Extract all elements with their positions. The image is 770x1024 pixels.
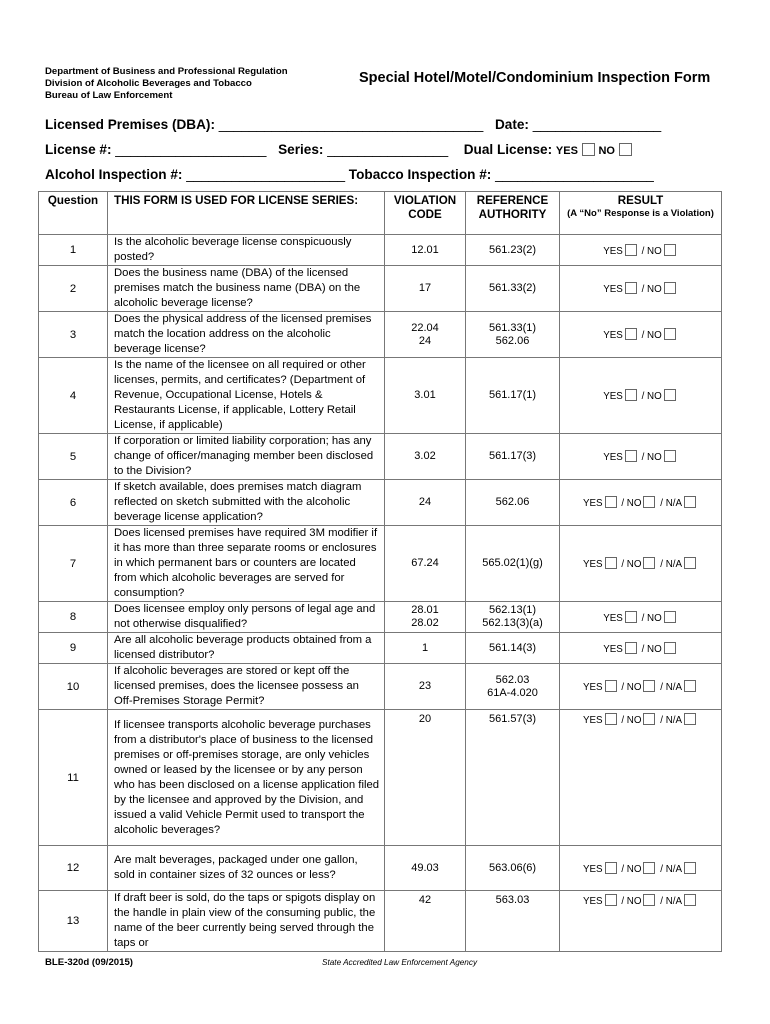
no-label: NO: [647, 330, 662, 341]
no-checkbox[interactable]: [664, 244, 676, 256]
no-label: NO: [626, 896, 642, 907]
question-number: 8: [39, 602, 108, 633]
na-checkbox[interactable]: [684, 894, 696, 906]
inspection-table: [38, 191, 722, 952]
reference-authority: 563.03: [466, 891, 560, 952]
table-row: [39, 235, 722, 266]
agency-line: Department of Business and Professional Regulation: [45, 66, 288, 77]
result-sep: /: [621, 682, 625, 693]
agency-line: Division of Alcoholic Beverages and Tobacco: [45, 78, 252, 89]
violation-code: 3.02: [385, 434, 466, 480]
table-row: [39, 602, 722, 633]
result-cell: [560, 358, 722, 434]
question-text: Is the alcoholic beverage license conspicuously posted?: [108, 235, 385, 266]
dual-yes-checkbox[interactable]: [582, 143, 595, 156]
alcohol-inspection-input[interactable]: _____________________: [186, 167, 346, 182]
table-row: [39, 664, 722, 710]
date-input[interactable]: _________________: [532, 117, 662, 132]
question-number: 6: [39, 480, 108, 526]
reference-authority: 561.17(1): [466, 358, 560, 434]
yes-label: YES: [582, 682, 603, 693]
table-row: [39, 526, 722, 602]
question-text: If corporation or limited liability corporation; has any change of officer/managing member been disclosed to the Division?: [108, 434, 385, 480]
inspection-row: [45, 167, 654, 182]
result-sep: /: [641, 452, 645, 463]
no-checkbox[interactable]: [643, 496, 655, 508]
table-row: [39, 891, 722, 952]
yes-label: YES: [603, 612, 623, 624]
result-header: [560, 192, 722, 235]
yes-checkbox[interactable]: [625, 328, 637, 340]
result-sep: /: [641, 643, 645, 655]
table-row: [39, 358, 722, 434]
violation-code: 1: [385, 633, 466, 664]
result-cell: [560, 664, 722, 710]
dual-license-label: Dual License:: [463, 142, 553, 157]
no-label: NO: [647, 284, 662, 295]
reference-authority: 561.33(1) 562.06: [466, 312, 560, 358]
result-sep: /: [660, 715, 663, 726]
result-sep: /: [660, 682, 663, 693]
no-checkbox[interactable]: [664, 611, 676, 623]
result-sep: /: [621, 559, 625, 570]
question-text: Does the business name (DBA) of the licensed premises match the business name (DBA) on the alcoholic beverage license?: [108, 266, 385, 312]
result-sep: /: [641, 612, 645, 624]
question-text: If sketch available, does premises match diagram reflected on sketch submitted with the alcoholic beverage license application?: [108, 480, 385, 526]
result-sep: /: [621, 863, 625, 875]
agency-note: State Accredited Law Enforcement Agency: [322, 958, 478, 967]
table-row: [39, 266, 722, 312]
question-text: Does the physical address of the licensed premises match the location address on the alcoholic beverage license?: [108, 312, 385, 358]
yes-checkbox[interactable]: [625, 389, 637, 401]
question-text: If draft beer is sold, do the taps or spigots display on the handle in plain view of the consuming public, the name of the beer currently being served through the taps or: [108, 891, 385, 952]
reference-authority: 561.33(2): [466, 266, 560, 312]
yes-checkbox[interactable]: [605, 557, 617, 569]
result-cell: [560, 526, 722, 602]
result-sep: /: [621, 498, 625, 509]
result-sep: /: [660, 896, 663, 907]
yes-label: YES: [582, 863, 603, 875]
result-title: RESULT: [617, 194, 664, 207]
result-sep: /: [660, 863, 663, 875]
violation-code: 28.01 28.02: [385, 602, 466, 633]
no-checkbox[interactable]: [643, 680, 655, 692]
result-cell: [560, 633, 722, 664]
no-label: NO: [647, 245, 662, 257]
table-row: [39, 480, 722, 526]
result-note: (A “No” Response is a Violation): [567, 208, 714, 219]
no-checkbox[interactable]: [664, 450, 676, 462]
violation-code: 24: [385, 480, 466, 526]
tobacco-inspection-input[interactable]: _____________________: [495, 167, 654, 182]
violation-code: 3.01: [385, 358, 466, 434]
no-label: NO: [626, 498, 642, 509]
na-checkbox[interactable]: [684, 862, 696, 874]
series-header: THIS FORM IS USED FOR LICENSE SERIES:: [108, 192, 385, 235]
agency-line: Bureau of Law Enforcement: [45, 90, 173, 101]
question-number: 9: [39, 633, 108, 664]
yes-checkbox[interactable]: [605, 496, 617, 508]
no-label: NO: [626, 559, 642, 570]
result-cell: [560, 710, 722, 846]
na-label: N/A: [665, 498, 683, 509]
question-text: Does licensed premises have required 3M modifier if it has more than three separate rooms or enclosures in which permanent bars or counters are located from which alcoholic beverages are served for consumption?: [108, 526, 385, 602]
yes-checkbox[interactable]: [605, 862, 617, 874]
na-checkbox[interactable]: [684, 680, 696, 692]
question-text: Are malt beverages, packaged under one gallon, sold in container sizes of 32 ounces or less?: [108, 846, 385, 891]
question-text: Are all alcoholic beverage products obtained from a licensed distributor?: [108, 633, 385, 664]
tobacco-inspection-label: Tobacco Inspection #:: [348, 167, 492, 182]
violation-code: 42: [385, 891, 466, 952]
violation-code: 49.03: [385, 846, 466, 891]
no-label: NO: [647, 643, 662, 655]
question-text: If licensee transports alcoholic beverage purchases from a distributor's place of business to the licensed premises or off-premises storage, are only vehicles owned or leased by the licensee or by any person who has been disclosed on a license application filed by the licensee and approved by the Division, and issued a valid Vehicle Permit used to transport the alcoholic beverages?: [108, 710, 385, 846]
question-text: Is the name of the licensee on all required or other licenses, permits, and certificates? (Department of Revenue, Occupational License, Hotels & Restaurants License, if applicable, Lottery Retail License, if applicable): [108, 358, 385, 434]
no-label: NO: [647, 612, 662, 624]
question-number: 1: [39, 235, 108, 266]
yes-label: YES: [582, 896, 603, 907]
form-id: BLE-320d (09/2015): [45, 957, 133, 968]
result-sep: /: [660, 559, 663, 570]
reference-authority: 561.17(3): [466, 434, 560, 480]
table-row: [39, 434, 722, 480]
form-title: Special Hotel/Motel/Condominium Inspection Form: [359, 70, 711, 86]
series-label: Series:: [278, 142, 324, 157]
no-checkbox[interactable]: [643, 713, 655, 725]
question-number: 11: [39, 710, 108, 846]
result-sep: /: [621, 715, 625, 726]
result-cell: [560, 266, 722, 312]
violation-code: 22.04 24: [385, 312, 466, 358]
table-row: [39, 846, 722, 891]
no-label: NO: [626, 715, 642, 726]
question-number: 4: [39, 358, 108, 434]
table-row: [39, 710, 722, 846]
na-label: N/A: [665, 682, 683, 693]
question-number: 10: [39, 664, 108, 710]
reference-authority: 562.13(1) 562.13(3)(a): [466, 602, 560, 633]
reference-authority: 561.23(2): [466, 235, 560, 266]
question-number: 3: [39, 312, 108, 358]
table-row: [39, 633, 722, 664]
result-cell: [560, 846, 722, 891]
yes-checkbox[interactable]: [625, 642, 637, 654]
alcohol-inspection-label: Alcohol Inspection #:: [45, 167, 183, 182]
dual-no-checkbox[interactable]: [619, 143, 632, 156]
na-label: N/A: [665, 559, 683, 570]
yes-label: YES: [603, 245, 623, 257]
yes-label: YES: [582, 559, 603, 570]
result-cell: [560, 480, 722, 526]
yes-checkbox[interactable]: [625, 450, 637, 462]
violation-code: 67.24: [385, 526, 466, 602]
yes-checkbox[interactable]: [625, 244, 637, 256]
result-cell: [560, 312, 722, 358]
license-input[interactable]: ____________________: [115, 142, 267, 157]
no-checkbox[interactable]: [643, 894, 655, 906]
result-sep: /: [621, 896, 625, 907]
violation-code: 23: [385, 664, 466, 710]
question-number: 12: [39, 846, 108, 891]
table-header-row: [39, 192, 722, 235]
yes-label: YES: [603, 284, 623, 295]
na-checkbox[interactable]: [684, 557, 696, 569]
dual-yes-label: YES: [555, 145, 578, 157]
no-label: NO: [647, 452, 662, 463]
table-row: [39, 312, 722, 358]
result-cell: [560, 891, 722, 952]
na-label: N/A: [665, 863, 683, 875]
yes-label: YES: [582, 715, 603, 726]
violation-code: 20: [385, 710, 466, 846]
no-checkbox[interactable]: [664, 642, 676, 654]
na-checkbox[interactable]: [684, 496, 696, 508]
agency-block: [45, 66, 288, 102]
dual-no-label: NO: [598, 145, 615, 157]
violation-code-header: VIOLATION CODE: [385, 192, 466, 235]
premises-row: [45, 117, 661, 132]
result-sep: /: [641, 391, 645, 402]
na-checkbox[interactable]: [684, 713, 696, 725]
question-text: Does licensee employ only persons of legal age and not otherwise disqualified?: [108, 602, 385, 633]
result-cell: [560, 434, 722, 480]
question-text: If alcoholic beverages are stored or kept off the licensed premises, does the licensee possess an Off-Premises Storage Permit?: [108, 664, 385, 710]
reference-authority: 561.57(3): [466, 710, 560, 846]
no-label: NO: [626, 682, 642, 693]
no-checkbox[interactable]: [643, 862, 655, 874]
yes-label: YES: [603, 330, 623, 341]
no-label: NO: [647, 391, 662, 402]
reference-authority: 562.06: [466, 480, 560, 526]
premises-label: Licensed Premises (DBA):: [45, 117, 215, 132]
premises-input[interactable]: ___________________________________: [218, 117, 484, 132]
yes-checkbox[interactable]: [625, 611, 637, 623]
reference-authority: 562.03 61A-4.020: [466, 664, 560, 710]
question-number: 13: [39, 891, 108, 952]
yes-checkbox[interactable]: [605, 894, 617, 906]
yes-checkbox[interactable]: [605, 680, 617, 692]
result-sep: /: [660, 498, 663, 509]
yes-checkbox[interactable]: [625, 282, 637, 294]
license-row: [45, 142, 632, 157]
violation-code: 17: [385, 266, 466, 312]
na-label: N/A: [665, 896, 683, 907]
result-sep: /: [641, 245, 645, 257]
reference-authority: 563.06(6): [466, 846, 560, 891]
series-input[interactable]: ________________: [327, 142, 449, 157]
yes-label: YES: [603, 643, 623, 655]
yes-checkbox[interactable]: [605, 713, 617, 725]
yes-label: YES: [582, 498, 603, 509]
no-checkbox[interactable]: [643, 557, 655, 569]
yes-label: YES: [603, 452, 623, 463]
result-sep: /: [641, 330, 645, 341]
no-checkbox[interactable]: [664, 328, 676, 340]
no-checkbox[interactable]: [664, 282, 676, 294]
no-label: NO: [626, 863, 642, 875]
question-number: 7: [39, 526, 108, 602]
no-checkbox[interactable]: [664, 389, 676, 401]
question-number: 2: [39, 266, 108, 312]
license-label: License #:: [45, 142, 112, 157]
result-sep: /: [641, 284, 645, 295]
na-label: N/A: [665, 715, 683, 726]
question-number: 5: [39, 434, 108, 480]
question-header: Question: [39, 192, 108, 235]
date-label: Date:: [494, 117, 529, 132]
reference-authority: 561.14(3): [466, 633, 560, 664]
result-cell: [560, 602, 722, 633]
violation-code: 12.01: [385, 235, 466, 266]
result-cell: [560, 235, 722, 266]
yes-label: YES: [603, 391, 623, 402]
reference-authority: 565.02(1)(g): [466, 526, 560, 602]
reference-authority-header: REFERENCE AUTHORITY: [466, 192, 560, 235]
